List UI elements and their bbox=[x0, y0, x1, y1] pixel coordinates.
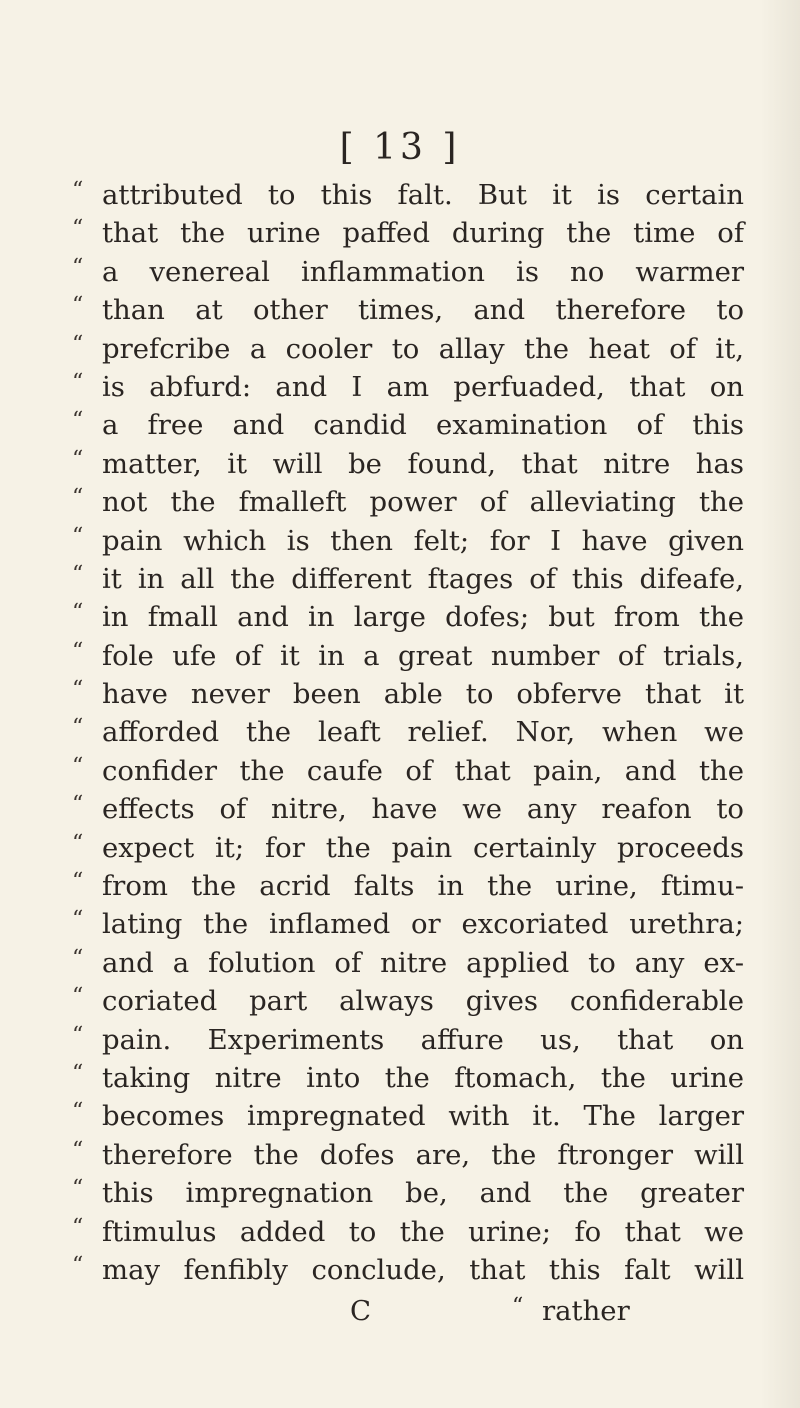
text-line bbox=[72, 1059, 744, 1097]
text-line bbox=[72, 445, 744, 483]
signature-mark: C bbox=[350, 1295, 372, 1327]
text-line bbox=[72, 560, 744, 598]
quote-mark: “ bbox=[72, 523, 84, 549]
text-line bbox=[72, 291, 744, 329]
line-text: that the urine paffed during the time of bbox=[102, 217, 744, 250]
quote-mark: “ bbox=[72, 830, 84, 856]
quote-mark: “ bbox=[72, 216, 84, 242]
quote-mark: “ bbox=[72, 1099, 84, 1125]
quote-mark: “ bbox=[72, 1060, 84, 1086]
text-line bbox=[72, 1213, 744, 1251]
line-text: it in all the different ftages of this difeafe, bbox=[102, 562, 744, 595]
quote-mark: “ bbox=[72, 1214, 84, 1240]
line-text: from the acrid falts in the urine, ftimu- bbox=[102, 870, 744, 903]
line-text: lating the inflamed or excoriated urethra; bbox=[102, 908, 744, 941]
quote-mark: “ bbox=[72, 293, 84, 319]
quote-mark: “ bbox=[72, 600, 84, 626]
text-line bbox=[72, 253, 744, 291]
line-text: attributed to this falt. But it is certain bbox=[102, 179, 744, 211]
text-line bbox=[72, 598, 744, 636]
line-text: may fenfibly conclude, that this falt will bbox=[102, 1253, 744, 1286]
line-text: taking nitre into the ftomach, the urine bbox=[102, 1061, 744, 1094]
quote-mark: “ bbox=[72, 446, 84, 472]
text-line bbox=[72, 675, 744, 713]
line-text: than at other times, and therefore to bbox=[102, 294, 744, 327]
quote-mark: “ bbox=[72, 907, 84, 933]
text-line bbox=[72, 330, 744, 368]
text-line bbox=[72, 1174, 744, 1212]
quote-mark: “ bbox=[72, 369, 84, 395]
page-footer bbox=[72, 1292, 744, 1330]
quote-mark: “ bbox=[72, 1022, 84, 1048]
line-text: is abfurd: and I am perfuaded, that on bbox=[102, 370, 744, 403]
line-text: pain. Experiments affure us, that on bbox=[102, 1023, 744, 1056]
line-text: not the fmalleft power of alleviating the bbox=[102, 486, 744, 519]
text-line bbox=[72, 522, 744, 560]
catchword: rather bbox=[542, 1295, 630, 1327]
text-line bbox=[72, 483, 744, 521]
line-text: becomes impregnated with it. The larger bbox=[102, 1100, 744, 1133]
quote-mark: “ bbox=[72, 869, 84, 895]
quote-mark: “ bbox=[72, 408, 84, 434]
line-text: prefcribe a cooler to allay the heat of it, bbox=[102, 332, 744, 365]
quote-mark: “ bbox=[72, 792, 84, 818]
quote-mark: “ bbox=[72, 753, 84, 779]
line-text: matter, it will be found, that nitre has bbox=[102, 447, 744, 480]
line-text: a venereal inflammation is no warmer bbox=[102, 255, 744, 288]
line-text: in fmall and in large dofes; but from the bbox=[102, 601, 744, 634]
text-line bbox=[72, 368, 744, 406]
line-text: ftimulus added to the urine; fo that we bbox=[102, 1215, 744, 1248]
line-text: afforded the leaft relief. Nor, when we bbox=[102, 716, 744, 749]
line-text: effects of nitre, have we any reafon to bbox=[102, 793, 744, 826]
text-line bbox=[72, 867, 744, 905]
quote-mark: “ bbox=[72, 331, 84, 357]
quote-mark: “ bbox=[72, 984, 84, 1010]
line-text: pain which is then felt; for I have given bbox=[102, 524, 744, 557]
line-text: have never been able to obferve that it bbox=[102, 678, 744, 711]
quote-mark: “ bbox=[72, 1137, 84, 1163]
text-line bbox=[72, 752, 744, 790]
text-line bbox=[72, 905, 744, 943]
text-line bbox=[72, 637, 744, 675]
quote-mark: “ bbox=[72, 1252, 84, 1278]
text-line bbox=[72, 406, 744, 444]
page-edge-shadow bbox=[760, 0, 800, 1408]
text-line bbox=[72, 829, 744, 867]
line-text: therefore the dofes are, the ftronger will bbox=[102, 1138, 744, 1171]
quote-mark: “ bbox=[72, 677, 84, 703]
text-line bbox=[72, 982, 744, 1020]
quote-mark: “ bbox=[72, 178, 84, 203]
text-line bbox=[72, 1136, 744, 1174]
text-line bbox=[72, 176, 744, 214]
quote-mark: “ bbox=[72, 1176, 84, 1202]
text-line bbox=[72, 790, 744, 828]
line-text: a free and candid examination of this bbox=[102, 409, 744, 442]
line-text: fole ufe of it in a great number of trials, bbox=[102, 639, 744, 672]
text-line bbox=[72, 214, 744, 252]
line-text: expect it; for the pain certainly proceeds bbox=[102, 831, 744, 864]
quote-mark: “ bbox=[72, 715, 84, 741]
quote-mark: “ bbox=[72, 638, 84, 664]
line-text: coriated part always gives confiderable bbox=[102, 985, 744, 1018]
line-text: and a folution of nitre applied to any ex- bbox=[102, 946, 744, 979]
quote-mark: “ bbox=[72, 945, 84, 971]
quote-mark: “ bbox=[72, 485, 84, 511]
text-line bbox=[72, 1097, 744, 1135]
text-line bbox=[72, 944, 744, 982]
line-text: confider the caufe of that pain, and the bbox=[102, 754, 744, 787]
text-line bbox=[72, 1021, 744, 1059]
line-text: this impregnation be, and the greater bbox=[102, 1177, 744, 1210]
quote-mark: “ bbox=[72, 561, 84, 587]
body-text bbox=[72, 176, 744, 1289]
text-line bbox=[72, 713, 744, 751]
quote-mark: “ bbox=[512, 1294, 524, 1319]
page-number: [ 13 ] bbox=[339, 127, 461, 168]
text-line bbox=[72, 1251, 744, 1289]
quote-mark: “ bbox=[72, 254, 84, 280]
